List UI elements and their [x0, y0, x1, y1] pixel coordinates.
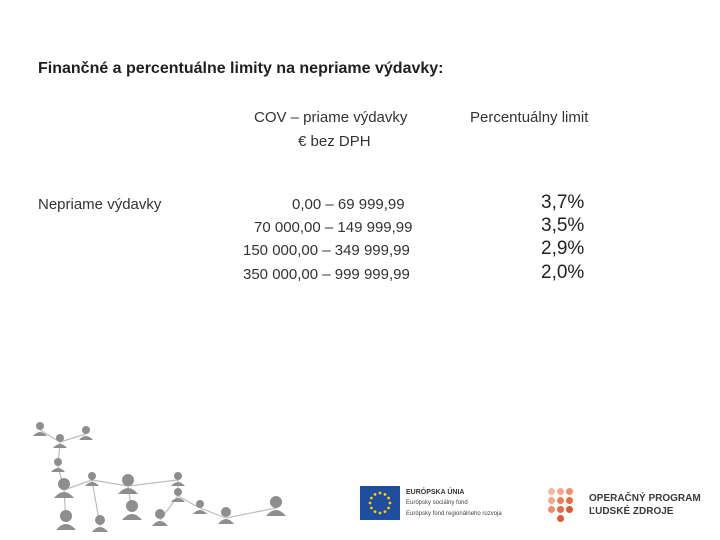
range-row-1: 0,00 – 69 999,99 [292, 196, 405, 213]
op-title-line1: OPERAČNÝ PROGRAM [589, 493, 701, 504]
col-header-limit: Percentuálny limit [470, 109, 589, 126]
limit-row-1: 3,7% [541, 192, 585, 213]
eu-logo [360, 486, 502, 520]
eu-fund-1: Európsky sociálny fond [406, 499, 468, 506]
col-header-cov: COV – priame výdavky [254, 109, 408, 126]
limit-row-2: 3,5% [541, 215, 585, 236]
eu-flag-icon [360, 486, 400, 520]
limit-row-4: 2,0% [541, 262, 585, 283]
eu-fund-2: Európsky fond regionálneho rozvoja [406, 510, 502, 517]
people-network-icon [0, 400, 320, 540]
eu-title: EURÓPSKA ÚNIA [406, 488, 465, 496]
op-logo [548, 488, 701, 522]
range-row-2: 70 000,00 – 149 999,99 [254, 219, 413, 236]
range-row-4: 350 000,00 – 999 999,99 [243, 266, 410, 283]
op-dots-icon [548, 488, 580, 522]
op-title-line2: ĽUDSKÉ ZDROJE [589, 506, 674, 517]
slide-title: Finančné a percentuálne limity na nepriame výdavky: [38, 60, 444, 77]
row-label: Nepriame výdavky [38, 196, 162, 213]
limit-row-3: 2,9% [541, 238, 585, 259]
range-row-3: 150 000,00 – 349 999,99 [243, 242, 410, 259]
col-header-cov-unit: € bez DPH [298, 133, 371, 150]
